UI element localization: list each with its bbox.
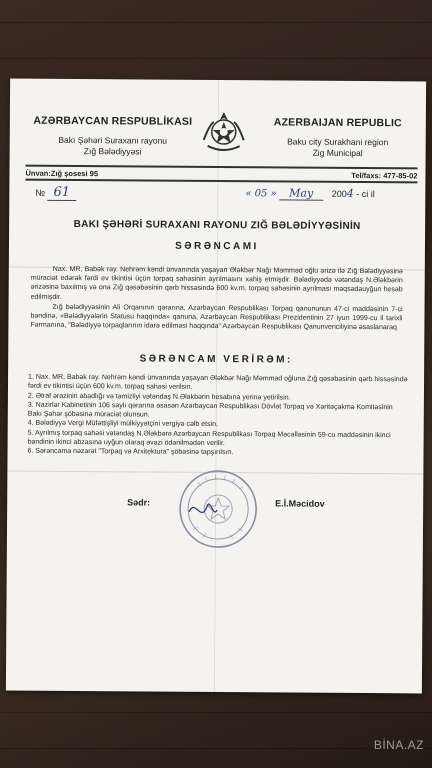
order-item: 1. Nax. MR, Babək ray. Nehrəm kəndi ünvanında yaşayan Ələkbər Nağı Məmməd oğluna Zığ qəsəbəsinin qərb hissəsində fərdi ev tikintisi üçün 600 kv.m. torpaq sahəsi verilsin.: [27, 373, 408, 392]
document-title: BAKI ŞƏHƏRİ SURAXANI RAYONU ZIĞ BƏLƏDİYYƏSİNİN: [73, 219, 361, 233]
header-left: [28, 115, 198, 158]
address: Ünvan:Zığ şosesi 95: [25, 168, 99, 179]
telfax: Tel/faxs: 477-85-02: [351, 170, 418, 181]
paragraph-legal-basis: Zığ bələdiyyəsinin Ali Orqanının qərarına, Azərbaycan Respublikası Torpaq qanununun 47-ci maddəsinin 7-ci bəndinə, «Bələdiyyələrin Statusu haqqında» qanuna, Azərbaycan Respublikası Prezidentinin 27 iyun 1999-cu il tarixli Fərmanına, "Bələdiyyə torpaqlarının idarə edilməsi haqqında" Azərbaycan Respublikası Qanunvericiliyinə əsaslanaraq: [30, 303, 403, 332]
document-number-row: [35, 185, 415, 203]
date-month: May: [279, 186, 323, 200]
header-right: [258, 116, 418, 159]
date-year-suffix: - ci il: [356, 188, 375, 200]
header-right-line1: Baku city Surakhani region: [287, 136, 389, 148]
date-year-prefix: 200: [331, 188, 347, 199]
date-day: « 05 »: [245, 188, 277, 200]
date-year-hand: 4: [346, 186, 354, 200]
order-section-title: SƏRƏNCAM VERİRƏM:: [139, 353, 293, 366]
order-item: 6. Sərəncama nəzarət "Torpaq və Arxitektura" şöbəsinə tapşırılsın.: [27, 448, 234, 457]
header-left-line1: Bakı Şəhəri Suraxanı rayonu: [58, 134, 168, 146]
order-items: [28, 373, 409, 459]
number-value: 61: [47, 185, 76, 201]
order-item: 2. Ətraf ərazinin abadlığı və təmizliyi vətəndaş N.Ələkbərin hesabına yerinə yetirilsin.: [27, 392, 291, 402]
order-item: 3. Nazirlər Kabinetinin 106 saylı qərarına əsasən Azərbaycan Respublikası Dövlət Torpaq və Xəritəçəkmə Komitəsinin Bakı Şəhər şöbəsinə müraciət olunsun.: [27, 401, 393, 419]
number-prefix: №: [35, 187, 46, 198]
site-watermark: BİNA.AZ: [373, 738, 424, 752]
header-right-line2: Zig Municipal: [312, 147, 363, 159]
order-item: 5. Ayrılmış torpaq sahəsi vətəndaş N.Ələkbərə Azərbaycan Respublikası Torpaq Məcəlləsinin 59-cu maddəsinin ikinci bəndinin ikinci abzasına uyğun olaraq əvəzi ödənilmədən verilir.: [27, 429, 391, 448]
header-right-title: AZERBAIJAN REPUBLIC: [273, 116, 402, 130]
official-stamp-icon: [177, 468, 260, 551]
order-item: 4. Bələdiyyə Vergi Müfəttişliyi mülkiyyətçini vergiyə cəlb etsin.: [27, 420, 219, 429]
header-left-title: AZƏRBAYCAN RESPUBLİKASI: [33, 114, 193, 128]
document-sheet: [6, 79, 426, 694]
signer-name: E.İ.Məcidov: [275, 498, 325, 509]
header-left-line2: Zığ Bələdiyyəsi: [83, 146, 142, 157]
signature-label: Sədr:: [127, 497, 151, 508]
document-subtitle: SƏRƏNCAMI: [175, 240, 259, 253]
state-emblem-icon: [200, 110, 248, 154]
paragraph-request: Nax. MR, Babək ray. Nehrəm kəndi ünvanında yaşayan Ələkbər Nağı Məmməd oğlu ərizə ilə Zığ Bələdiyyəsinə müraciət edərək fərdi ev tikintisi üçün torpaq sahəsinin ayrılmasını xahiş etmişdir. Bələdiyyədə vətəndaş N.Ələkbərin ərizəsinə baxılmış və ona Zığ qəsəbəsinin qərb hissəsində 600 kv.m. torpaq sahəsinin ayrılması məqsədəuyğun hesab edilmişdir.: [30, 265, 403, 301]
